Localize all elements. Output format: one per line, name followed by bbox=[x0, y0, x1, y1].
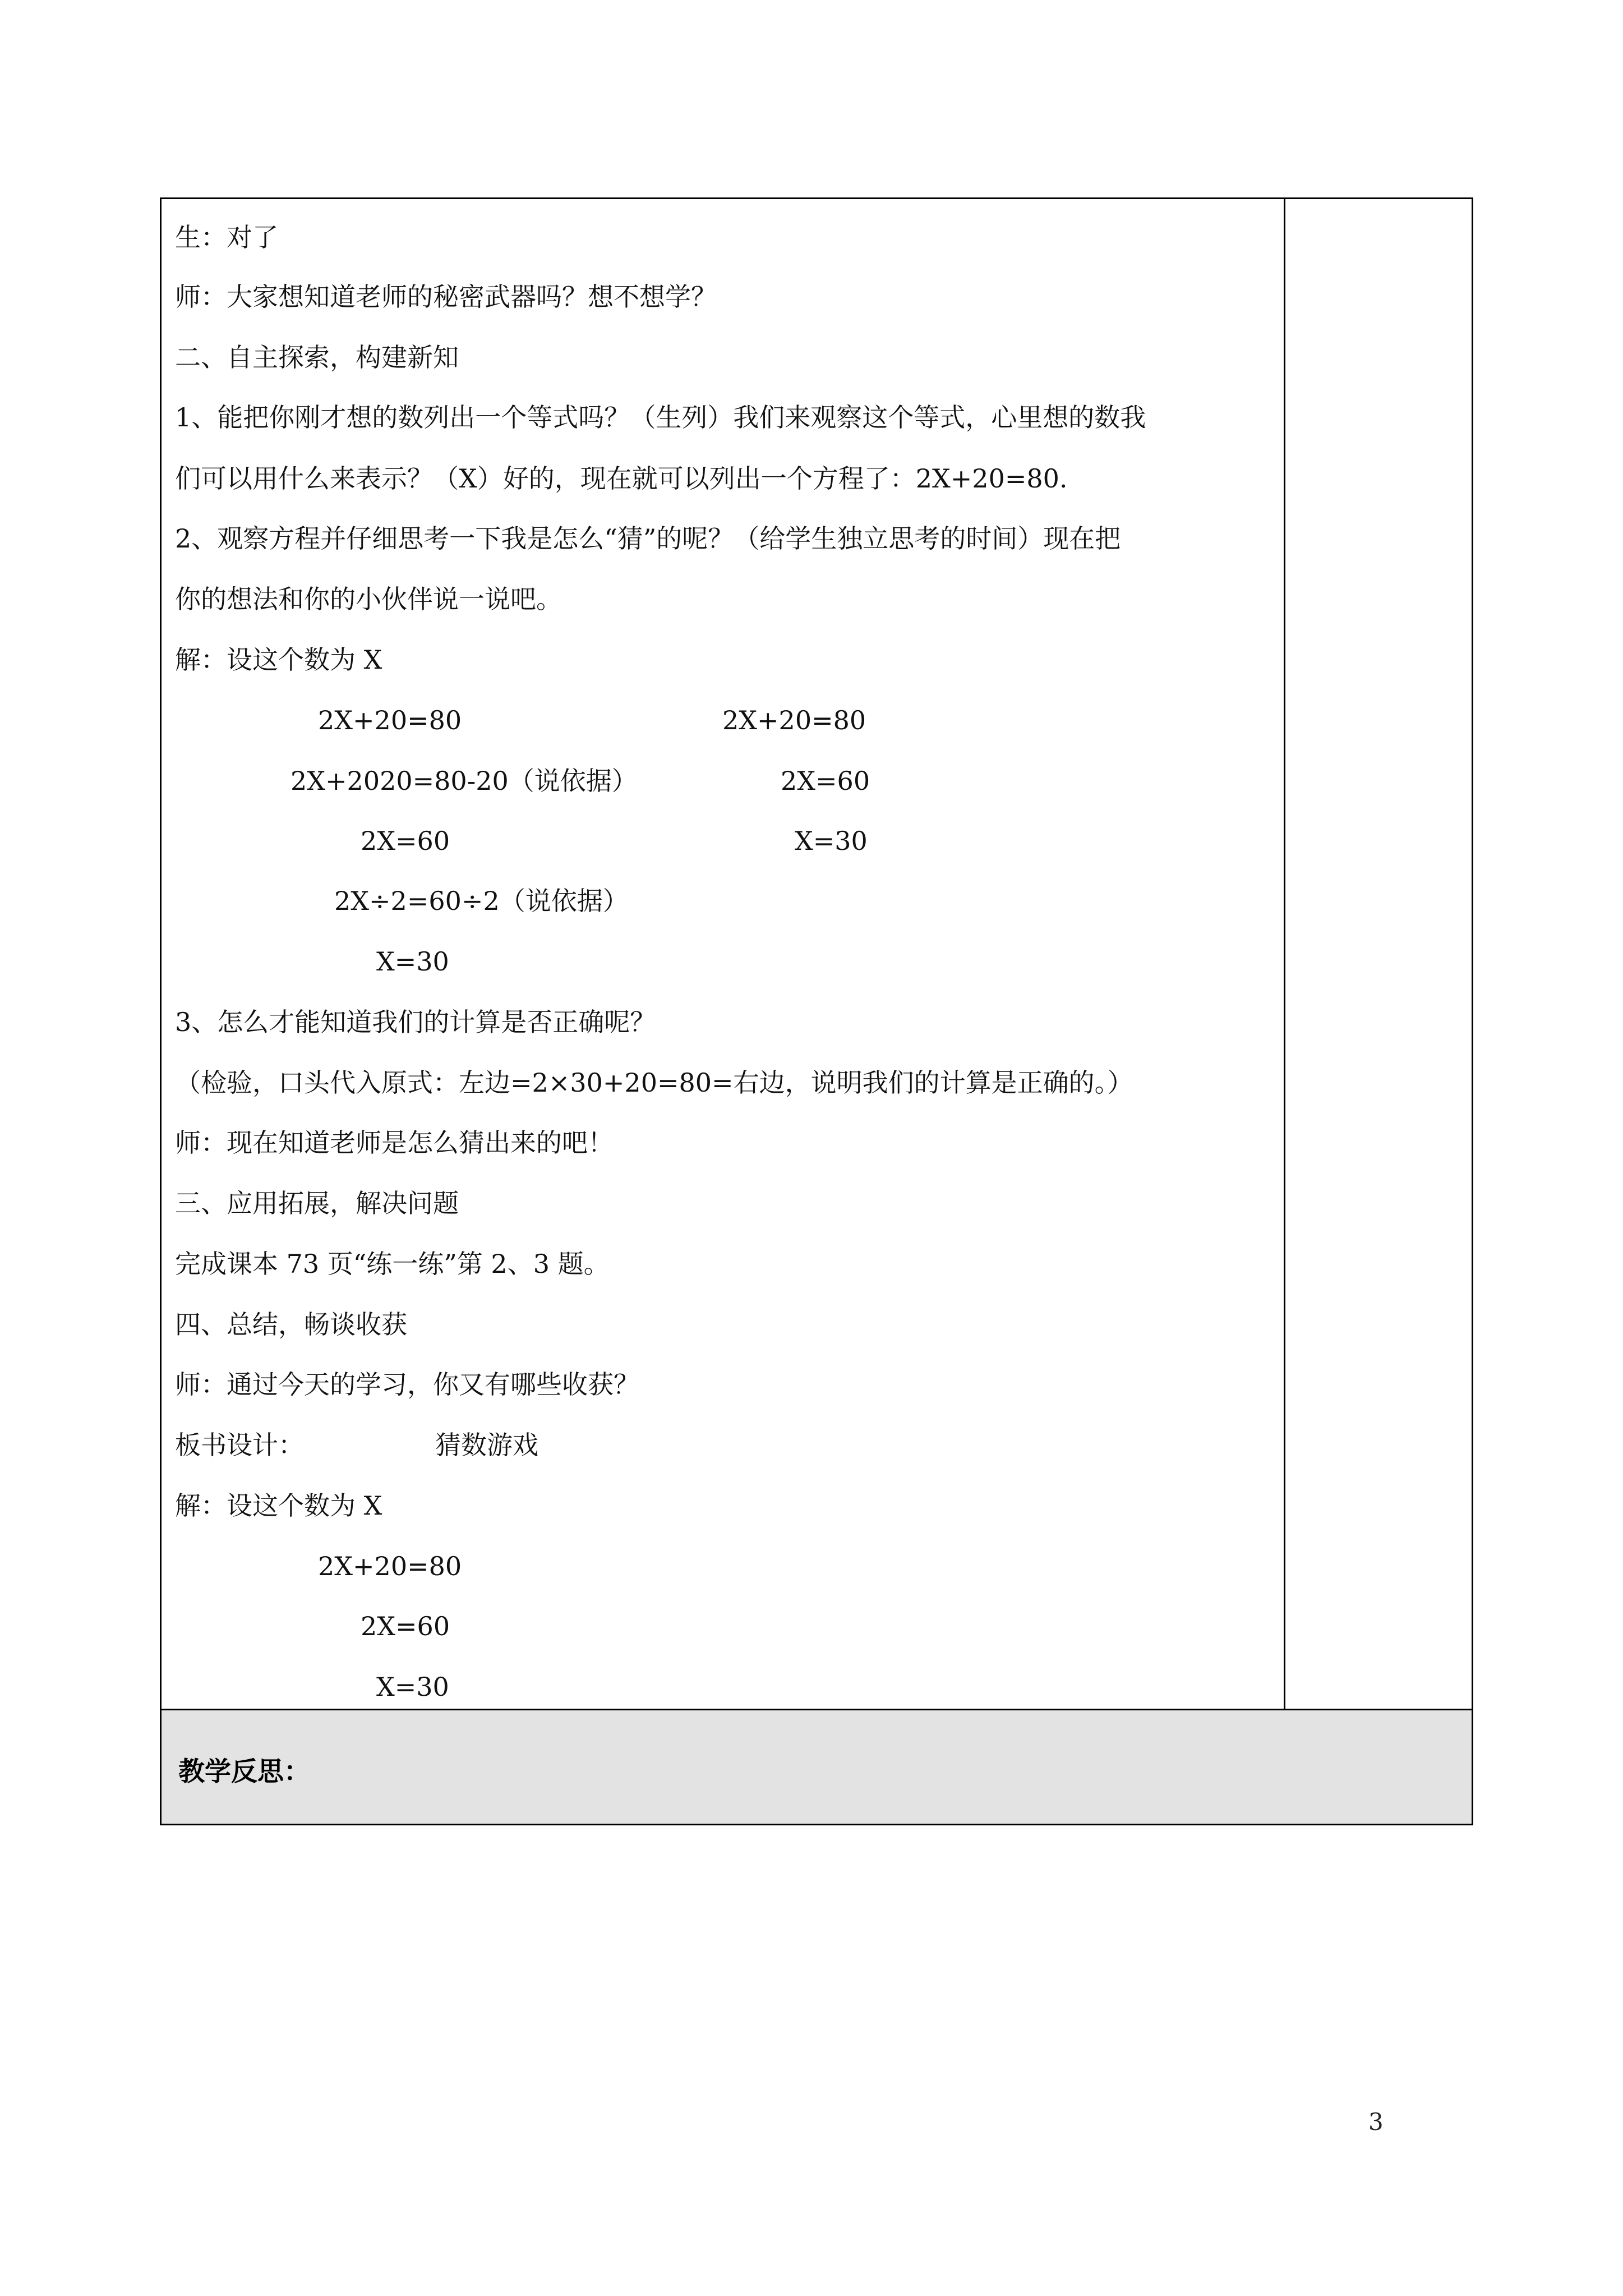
equation-line: X=30 bbox=[795, 826, 868, 856]
equation-line: 2X=60 bbox=[781, 766, 870, 796]
body-line: 2、观察方程并仔细思考一下我是怎么“猜”的呢？（给学生独立思考的时间）现在把 bbox=[175, 523, 1121, 554]
equation-line: 2X=60 bbox=[361, 826, 450, 856]
equation-line: 2X+20=80 bbox=[318, 1551, 462, 1581]
section-heading: 二、自主探索，构建新知 bbox=[175, 342, 459, 372]
equation-line: 2X+2020=80-20（说依据） bbox=[291, 766, 638, 796]
body-line: 1、能把你刚才想的数列出一个等式吗？（生列）我们来观察这个等式，心里想的数我 bbox=[175, 402, 1146, 432]
body-line: 3、怎么才能知道我们的计算是否正确呢？ bbox=[175, 1007, 656, 1037]
body-line: 生：对了 bbox=[175, 222, 278, 252]
board-setup: 解：设这个数为 X bbox=[175, 1490, 382, 1521]
body-line: 们可以用什么来表示？（X）好的，现在就可以列出一个方程了：2X+20=80. bbox=[175, 463, 1068, 494]
body-line: （检验，口头代入原式：左边=2×30+20=80=右边，说明我们的计算是正确的。） bbox=[175, 1068, 1133, 1098]
equation-line: 2X+20=80 bbox=[722, 705, 866, 735]
page-number: 3 bbox=[1368, 2108, 1384, 2136]
body-line: 完成课本 73 页“练一练”第 2、3 题。 bbox=[175, 1249, 610, 1279]
body-line: 师：现在知道老师是怎么猜出来的吧！ bbox=[175, 1128, 614, 1158]
equation-line: 2X+20=80 bbox=[318, 705, 462, 735]
board-title: 猜数游戏 bbox=[435, 1430, 538, 1460]
body-line: 你的想法和你的小伙伴说一说吧。 bbox=[175, 584, 562, 614]
reflection-row bbox=[160, 1709, 1473, 1825]
equation-line: 2X÷2=60÷2（说依据） bbox=[334, 886, 629, 916]
body-line: 师：通过今天的学习，你又有哪些收获？ bbox=[175, 1369, 639, 1400]
section-heading: 四、总结，畅谈收获 bbox=[175, 1309, 407, 1340]
section-heading: 三、应用拓展，解决问题 bbox=[175, 1188, 459, 1218]
body-line: 解：设这个数为 X bbox=[175, 645, 382, 675]
reflection-label: 教学反思： bbox=[178, 1756, 310, 1787]
body-line: 师：大家想知道老师的秘密武器吗？想不想学？ bbox=[175, 282, 717, 312]
equation-line: X=30 bbox=[376, 946, 449, 977]
equation-line: 2X=60 bbox=[361, 1611, 450, 1641]
board-label: 板书设计： bbox=[175, 1430, 304, 1460]
equation-line: X=30 bbox=[376, 1672, 449, 1702]
column-divider bbox=[1284, 197, 1285, 1710]
